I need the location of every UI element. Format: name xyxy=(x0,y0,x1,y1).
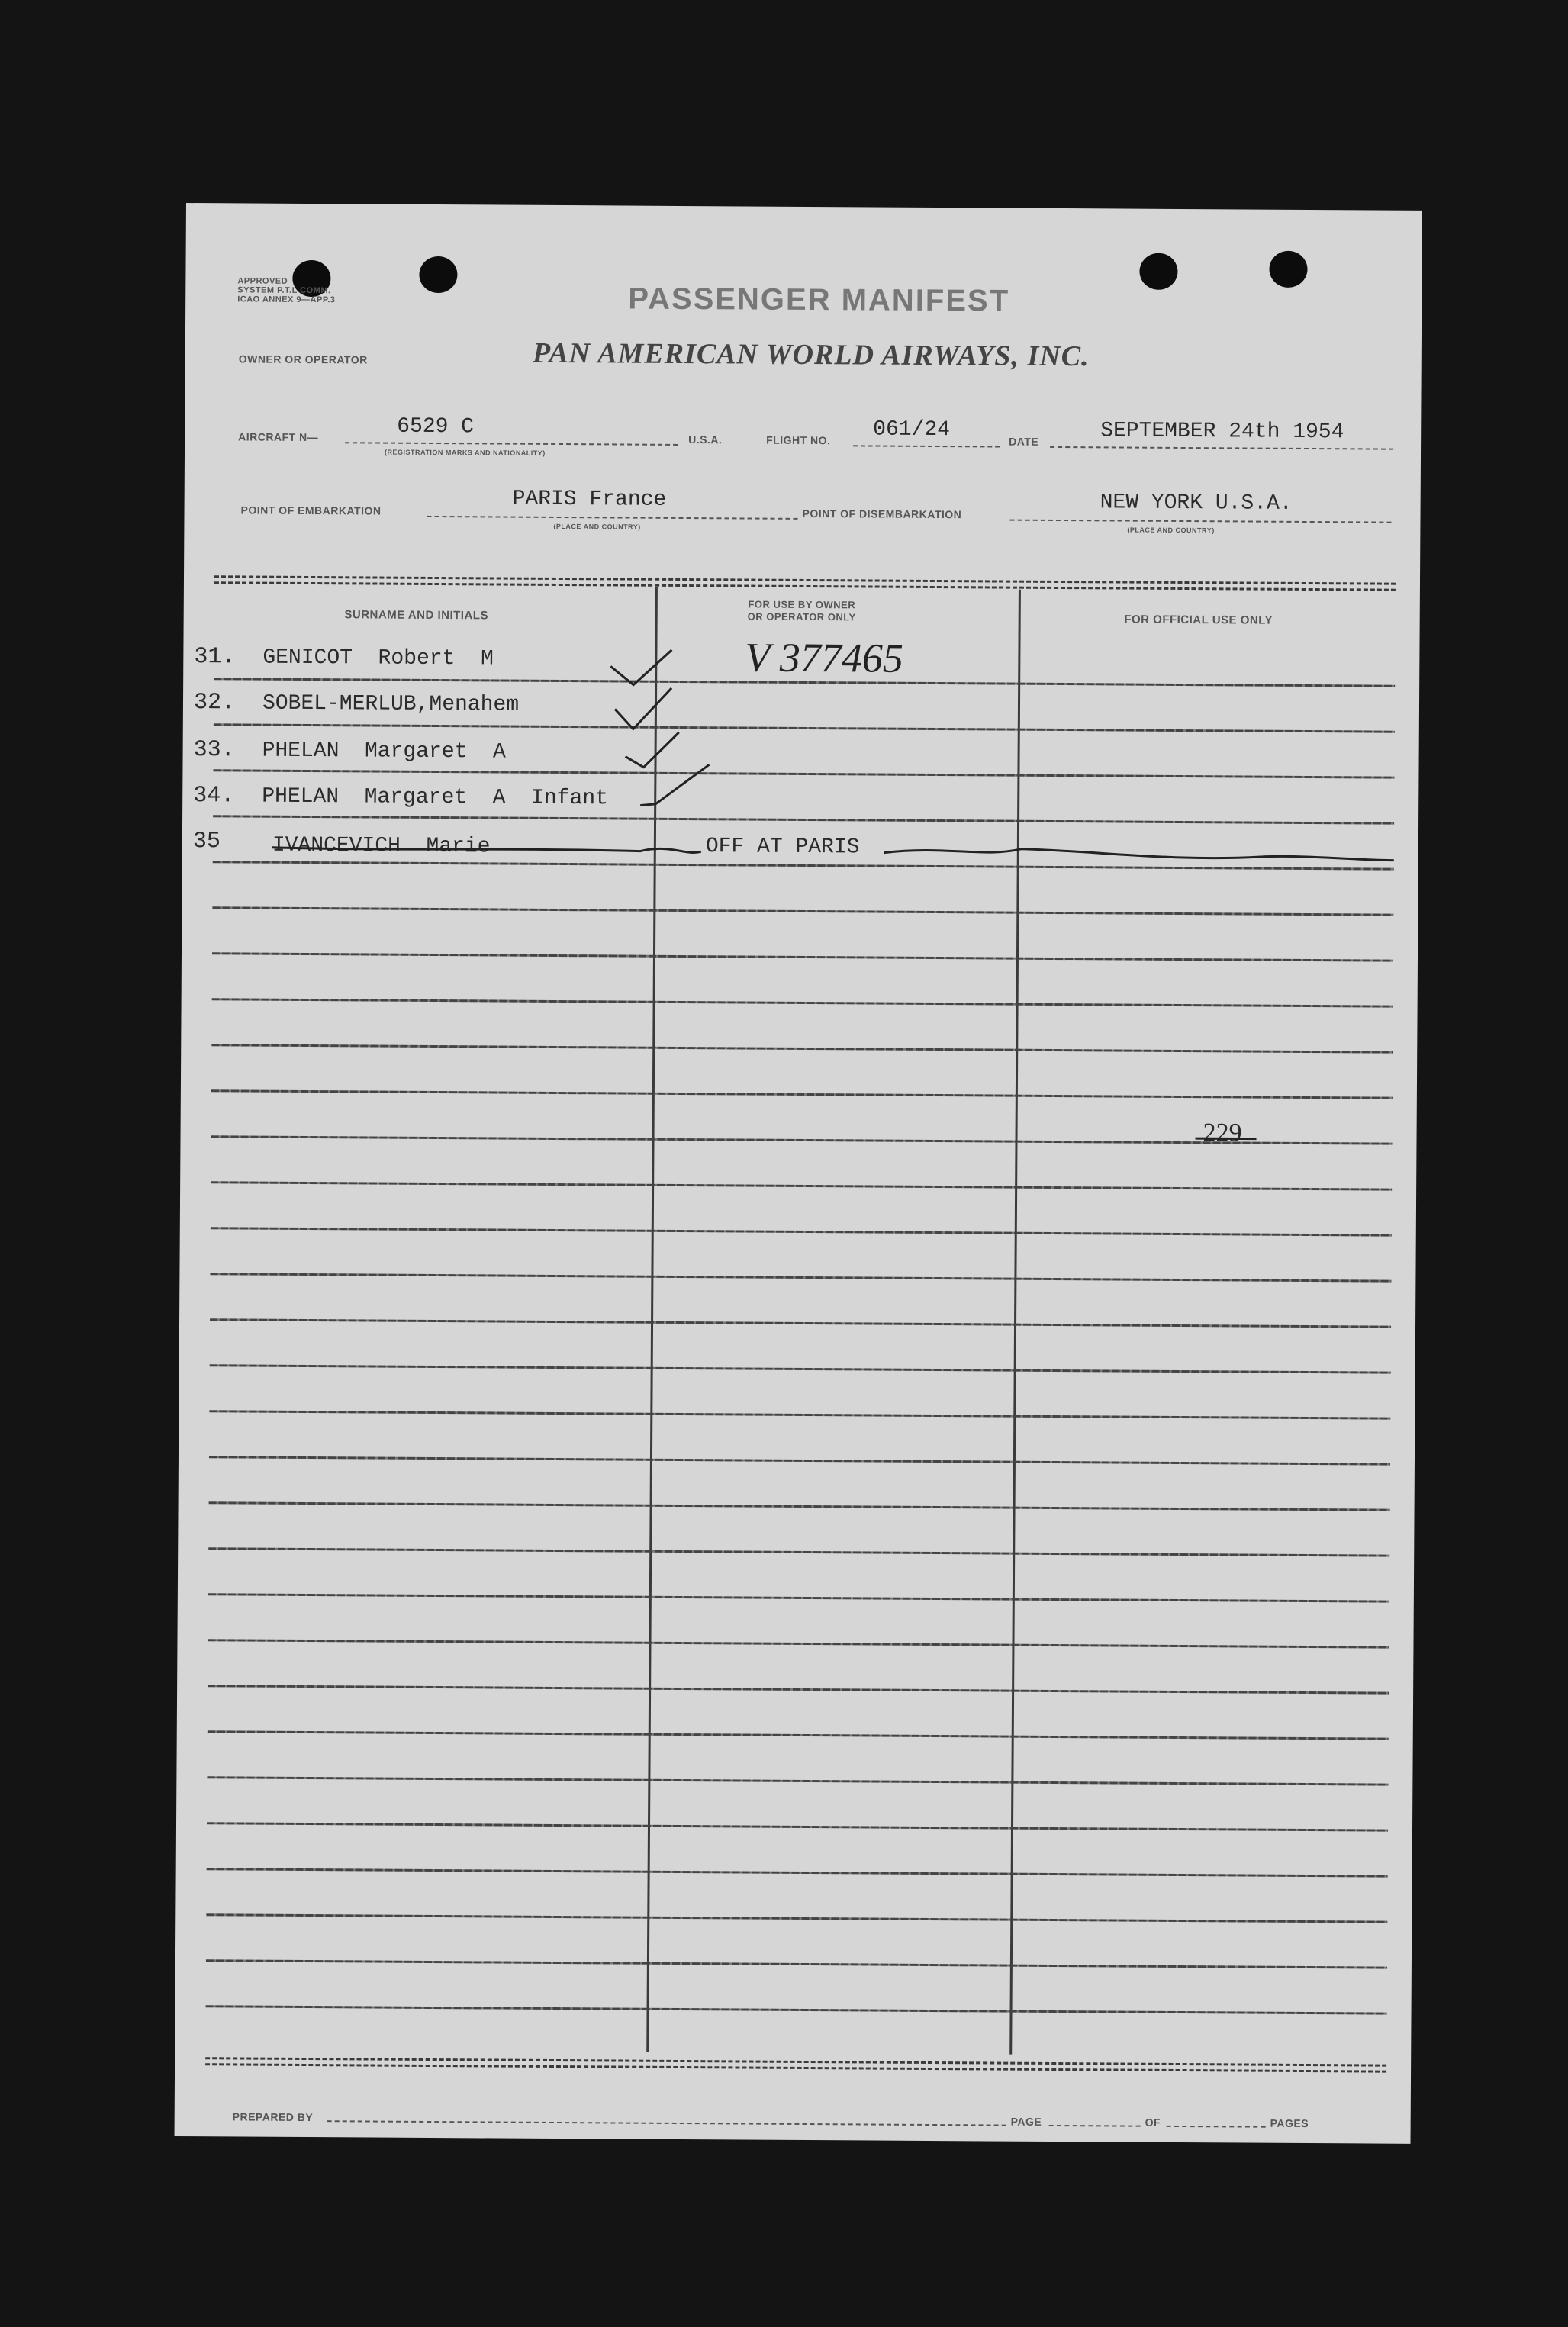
pen-marks xyxy=(179,203,1422,1279)
passenger-number: 34. xyxy=(193,783,235,809)
approval-line: SYSTEM P.T.L COMM. xyxy=(237,285,331,296)
embarkation-label: POINT OF EMBARKATION xyxy=(240,504,382,517)
checkmark xyxy=(625,732,678,768)
ruled-line xyxy=(208,1685,1389,1694)
aircraft-value: 6529 C xyxy=(397,414,475,439)
aircraft-sublabel: (REGISTRATION MARKS AND NATIONALITY) xyxy=(384,448,546,457)
of-label: OF xyxy=(1145,2116,1161,2129)
approval-line: ICAO ANNEX 9—APP.3 xyxy=(237,294,336,305)
checkmark xyxy=(640,764,709,806)
ruled-line xyxy=(207,1822,1388,1831)
passenger-number: 32. xyxy=(193,690,236,716)
passenger-name: PHELAN Margaret A Infant xyxy=(262,784,609,811)
ruled-line xyxy=(207,1776,1388,1785)
column-header-official: FOR OFFICIAL USE ONLY xyxy=(1124,613,1273,627)
ruled-line xyxy=(209,1410,1390,1419)
handwritten-visa-number: V 377465 xyxy=(745,634,904,681)
checkmark xyxy=(615,687,671,729)
prepared-by-underline xyxy=(327,2120,1006,2126)
disembarkation-value: NEW YORK U.S.A. xyxy=(1100,491,1293,516)
column-header-line: FOR USE BY OWNER xyxy=(748,598,856,611)
pages-label: PAGES xyxy=(1270,2116,1309,2130)
page-underline xyxy=(1049,2125,1141,2127)
flight-value: 061/24 xyxy=(873,417,951,443)
passenger-number: 35 xyxy=(192,829,221,855)
passenger-name: PHELAN Margaret A xyxy=(262,739,506,764)
flight-label: FLIGHT NO. xyxy=(766,433,831,447)
ruled-line xyxy=(206,1913,1387,1923)
aircraft-label: AIRCRAFT N— xyxy=(238,430,319,444)
date-value: SEPTEMBER 24th 1954 xyxy=(1100,419,1344,445)
ruled-line xyxy=(208,1593,1389,1602)
disembarkation-label: POINT OF DISEMBARKATION xyxy=(802,507,962,521)
ruled-line xyxy=(209,1456,1390,1465)
passenger-name: GENICOT Robert M xyxy=(262,645,494,671)
ruled-line xyxy=(208,1730,1389,1740)
strike-line xyxy=(272,846,701,852)
usa-label: U.S.A. xyxy=(688,433,723,446)
date-label: DATE xyxy=(1009,435,1039,448)
passenger-number: 31. xyxy=(194,644,236,671)
ruled-line xyxy=(210,1364,1391,1373)
off-at-paris-note: OFF AT PARIS xyxy=(705,835,860,860)
ruled-line xyxy=(206,2005,1387,2014)
embarkation-value: PARIS France xyxy=(512,487,667,512)
manifest-sheet xyxy=(175,203,1422,2144)
prepared-by-label: PREPARED BY xyxy=(232,2110,314,2124)
form-title: PASSENGER MANIFEST xyxy=(628,282,1010,318)
ruled-line xyxy=(206,1959,1387,1968)
ruled-line xyxy=(208,1547,1389,1556)
column-header-names: SURNAME AND INITIALS xyxy=(344,608,489,623)
ruled-line xyxy=(209,1501,1390,1511)
strike-line xyxy=(884,848,1394,861)
ruled-line xyxy=(207,1868,1388,1877)
checkmark xyxy=(610,649,671,684)
official-number: 229 xyxy=(1203,1118,1242,1147)
passenger-name: SOBEL-MERLUB,Menahem xyxy=(262,691,520,717)
ruled-line xyxy=(208,1639,1389,1648)
owner-label: OWNER OR OPERATOR xyxy=(238,352,368,366)
embarkation-sublabel: (PLACE AND COUNTRY) xyxy=(553,522,641,531)
ruled-line xyxy=(210,1318,1391,1328)
approval-line: APPROVED xyxy=(237,276,288,286)
of-underline xyxy=(1167,2126,1266,2128)
passenger-name-struck: IVANCEVICH Marie xyxy=(272,833,491,859)
disembarkation-sublabel: (PLACE AND COUNTRY) xyxy=(1127,526,1215,535)
owner-name: PAN AMERICAN WORLD AIRWAYS, INC. xyxy=(532,336,1090,373)
passenger-number: 33. xyxy=(193,737,235,764)
column-header-line: OR OPERATOR ONLY xyxy=(747,610,856,623)
page-label: PAGE xyxy=(1010,2115,1042,2128)
